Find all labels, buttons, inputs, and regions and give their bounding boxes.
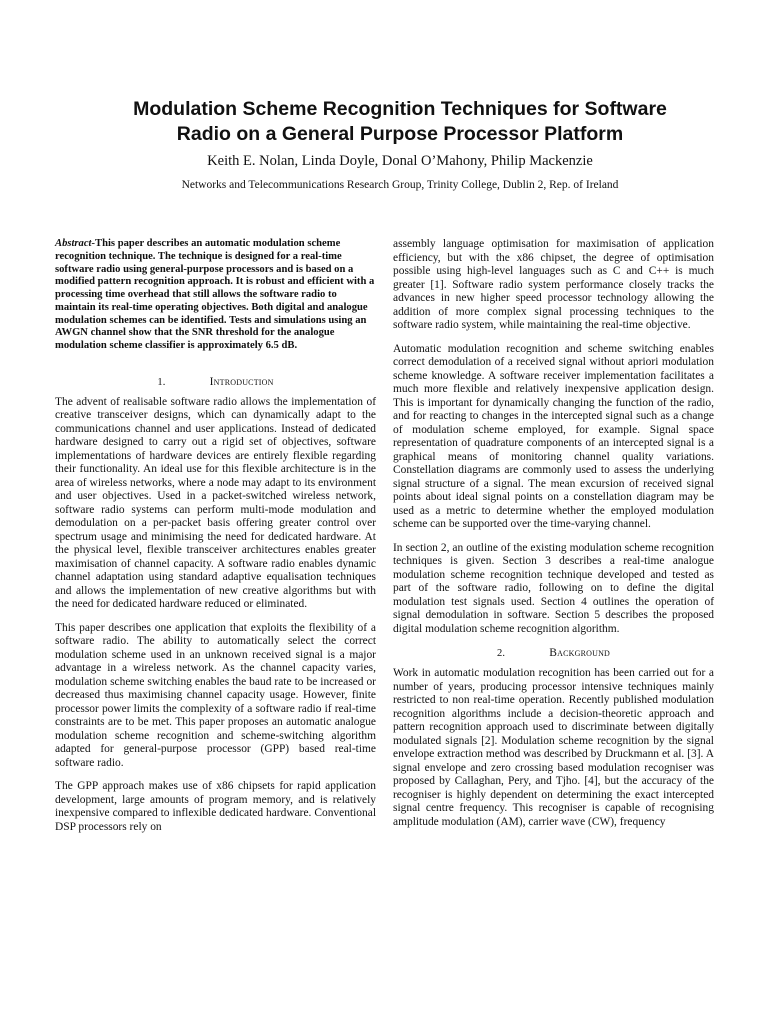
paragraph: Automatic modulation recognition and scheme switching enables correct demodulation of a received signal without apriori modulation scheme knowledge. A software receiver implementation facilitates a much more flexible and relatively inexpensive application design. This is important for dynamically changing the function of the radio, and for reacting to changes in the intercepted signal such as a change of modulation scheme employed, for example. Signal space representation of quadrature components of an intercepted signal is a graphical means of monitoring channel quality variations. Constellation diagrams are commonly used to assess the underlying signal structure of a signal. The mean excursion of received signal points about ideal signal points on a constellation diagram may be used as a metric to determine whether the employed modulation scheme can be supported over the time-varying channel. (393, 342, 714, 530)
paragraph: The GPP approach makes use of x86 chipsets for rapid application development, large amounts of program memory, and is relatively inexpensive compared to inflexible dedicated hardware. Conventional DSP processors rely on (55, 780, 376, 833)
left-column (55, 238, 376, 844)
section-number: 2. (496, 648, 506, 659)
paragraph: Work in automatic modulation recognition has been carried out for a number of years, producing processor intensive techniques mainly restricted to non real-time operation. Recently published modulation recognition algorithms include a decision-theoretic approach and pattern recognition approach used to discriminate between digitally modulated signals [2]. Modulation scheme recognition by the signal envelope extraction method was described by Druckmann et al. [3]. A signal envelope and zero crossing based modulation recogniser was proposed by Callaghan, Pery, and Tjho. [4], but the accuracy of the recogniser is highly dependent on determining the exact intercepted signal centre frequency. This recogniser is capable of recognising amplitude modulation (AM), carrier wave (CW), frequency (393, 667, 714, 828)
abstract (55, 238, 376, 353)
paragraph: This paper describes one application that exploits the flexibility of a software radio. The ability to automatically select the correct modulation scheme used in an unknown received signal is a major advantage in a wireless network. As the channel capacity varies, modulation scheme switching enables the baud rate to be increased or decreased thus maximising channel capacity usage. However, finite processor power limits the complexity of a software radio if real-time constraints are to be met. This paper proposes an automatic analogue modulation scheme recognition and scheme-switching algorithm adapted for general-purpose processor (GPP) based real-time software radio. (55, 621, 376, 769)
title-line-1: Modulation Scheme Recognition Techniques for Software (133, 98, 667, 120)
section-heading-background (393, 646, 714, 661)
section-heading-introduction (55, 375, 376, 390)
paragraph: The advent of realisable software radio allows the implementation of creative transceiver designs, which can dynamically adapt to the communications channel and user applications. Instead of dedicated hardware designed to carry out a rigid set of objectives, software implementations of hardware devices are entirely flexible regarding their functionality. An ideal use for this flexible architecture is in the area of wireless networks, where a node may adapt to its environment and user objectives. Used in a packet-switched wireless network, software radio systems can perform multi-mode modulation and demodulation on a per-packet basis offering greater control over spectrum usage and minimising the need for dedicated hardware. At the physical level, flexible transceiver architectures enables greater maximisation of channel capacity. A software radio enables dynamic channel adaptation using standard adaptive equalisation techniques and allows the implementation of new creative algorithms but with the need for dedicated hardware reduced or eliminated. (55, 395, 376, 611)
right-column (393, 238, 714, 839)
authors: Keith E. Nolan, Linda Doyle, Donal O’Mahony, Philip Mackenzie (207, 153, 593, 169)
section-title: Background (549, 647, 611, 659)
abstract-label: Abstract- (55, 238, 96, 249)
abstract-text: This paper describes an automatic modulation scheme recognition technique. The technique is designed for a real-time software radio using general-purpose processors and is based on a modified pattern recognition approach. It is robust and efficient with a processing time overhead that still allows the software radio to maintain its real-time operating objectives. Both digital and analogue modulation schemes can be identified. Tests and simulations using an AWGN channel show that the SNR threshold for the analogue modulation scheme classifier is approximately 6.5 dB. (55, 238, 375, 351)
paragraph: In section 2, an outline of the existing modulation scheme recognition techniques is given. Section 3 describes a real-time analogue modulation scheme recognition technique developed and tested as part of the software radio, following on to define the digital modulation test signals used. Section 4 outlines the operation of signal demodulation in software. Section 5 describes the proposed digital modulation scheme recognition algorithm. (393, 541, 714, 635)
section-title: Introduction (209, 375, 274, 388)
affiliation: Networks and Telecommunications Research Group, Trinity College, Dublin 2, Rep. of Ireland (181, 179, 619, 191)
section-number: 1. (157, 376, 166, 388)
paragraph: assembly language optimisation for maximisation of application efficiency, but with the x86 chipset, the degree of optimisation possible using high-level languages such as C and C++ is much greater [1]. Software radio system performance closely tracks the advances in new higher speed processor technology allowing the addition of more complex signal processing techniques to the software radio system, while maintaining the real-time objective. (393, 238, 714, 331)
paper-title (70, 97, 730, 147)
title-line-2: Radio on a General Purpose Processor Platform (176, 123, 624, 145)
